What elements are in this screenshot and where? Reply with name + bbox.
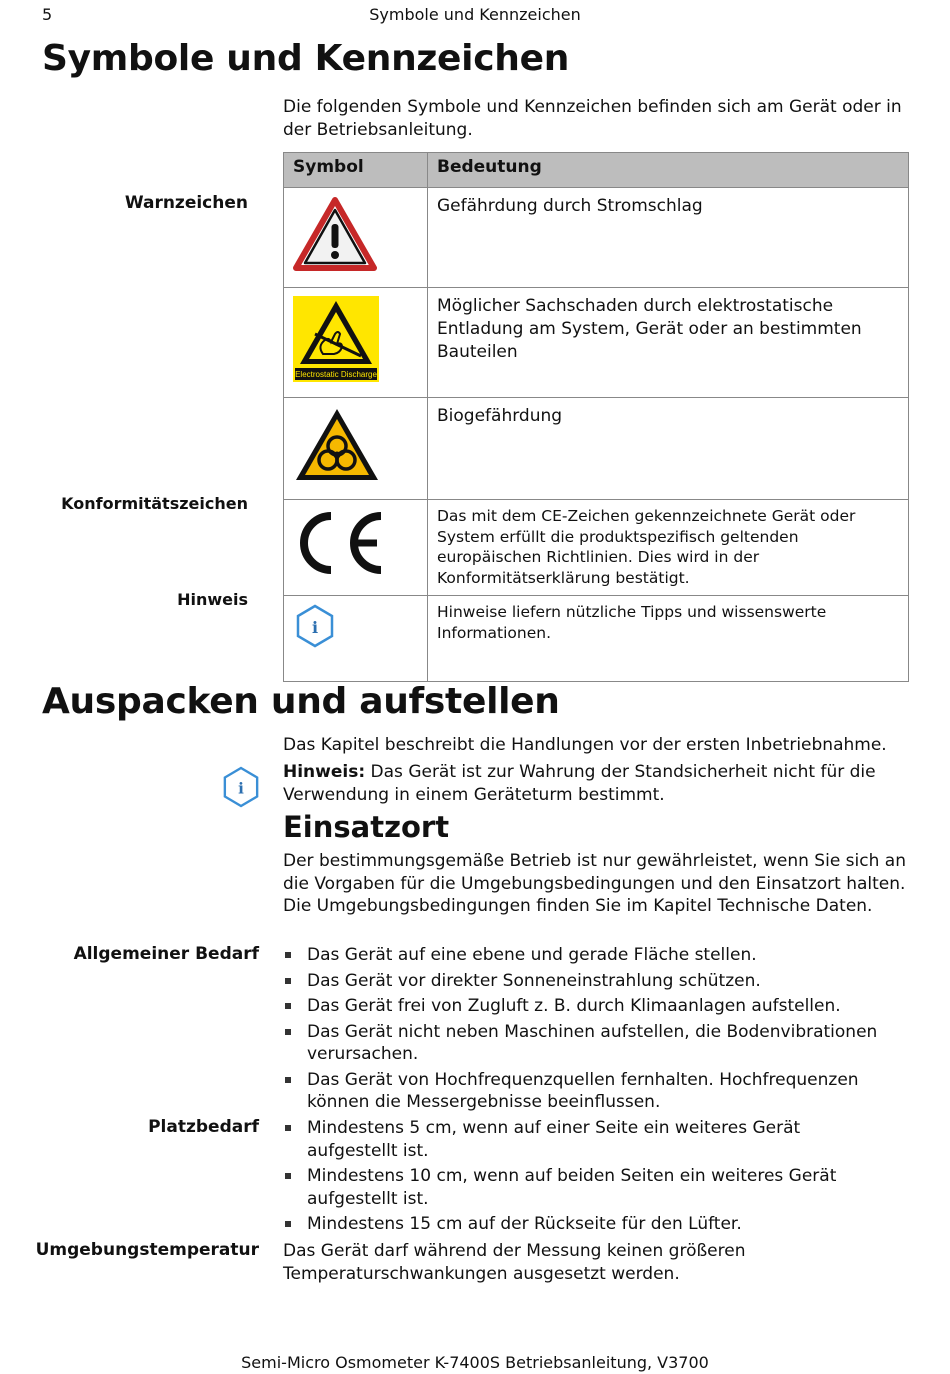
- biohazard-icon: [293, 406, 381, 484]
- side-label-konformitaet: Konformitätszeichen: [61, 494, 248, 513]
- meaning-cell: Biogefährdung: [428, 398, 909, 500]
- symbol-cell: [284, 288, 428, 398]
- symbol-cell: [284, 596, 428, 682]
- list-item: Mindestens 15 cm auf der Rückseite für den Lüfter.: [283, 1213, 893, 1236]
- page-footer: Semi-Micro Osmometer K-7400S Betriebsanleitung, V3700: [241, 1353, 709, 1372]
- side-label-allgemeiner-bedarf: Allgemeiner Bedarf: [73, 944, 259, 964]
- list-item: Mindestens 5 cm, wenn auf einer Seite ein weiteres Gerät aufgestellt ist.: [283, 1117, 893, 1162]
- list-item: Das Gerät vor direkter Sonneneinstrahlung schützen.: [283, 970, 913, 993]
- list-item: Das Gerät frei von Zugluft z. B. durch Klimaanlagen aufstellen.: [283, 995, 913, 1018]
- col-header-meaning: Bedeutung: [428, 153, 909, 188]
- list-item: Das Gerät nicht neben Maschinen aufstellen, die Bodenvibrationen verursachen.: [283, 1021, 913, 1066]
- side-label-platzbedarf: Platzbedarf: [148, 1117, 259, 1137]
- info-hexagon-icon: [222, 766, 260, 808]
- allgemeiner-bedarf-list: [283, 944, 913, 1117]
- list-item: Das Gerät von Hochfrequenzquellen fernhalten. Hochfrequenzen können die Messergebnisse beeinflussen.: [283, 1069, 913, 1114]
- table-row: [284, 398, 909, 500]
- symbol-cell: [284, 188, 428, 288]
- symbol-table: [283, 152, 909, 682]
- col-header-symbol: Symbol: [284, 153, 428, 188]
- einsatzort-intro: Der bestimmungsgemäße Betrieb ist nur gewährleistet, wenn Sie sich an die Vorgaben für die Umgebungsbedingungen und den Einsatzort halten. Die Umgebungsbedingungen finden Sie im Kapitel Technische Daten.: [283, 851, 906, 916]
- section2-intro: Das Kapitel beschreibt die Handlungen vor der ersten Inbetriebnahme.: [283, 735, 887, 755]
- list-item: Mindestens 10 cm, wenn auf beiden Seiten ein weiteres Gerät aufgestellt ist.: [283, 1165, 893, 1210]
- table-row: [284, 596, 909, 682]
- running-title: Symbole und Kennzeichen: [369, 5, 581, 24]
- table-row: [284, 288, 909, 398]
- svg-text:i: i: [311, 618, 319, 637]
- meaning-cell: Gefährdung durch Stromschlag: [428, 188, 909, 288]
- warning-triangle-icon: [293, 196, 377, 272]
- list-item: Das Gerät auf eine ebene und gerade Fläche stellen.: [283, 944, 913, 967]
- meaning-cell: Möglicher Sachschaden durch elektrostatische Entladung am System, Gerät oder an bestimmten Bauteilen: [428, 288, 909, 398]
- esd-warning-icon: [293, 296, 379, 382]
- meaning-cell: Das mit dem CE-Zeichen gekennzeichnete Gerät oder System erfüllt die produktspezifisch geltenden europäischen Richtlinien. Dies wird in der Konformitätserklärung bestätigt.: [428, 500, 909, 596]
- esd-caption: Electrostatic Discharge: [295, 370, 377, 379]
- note-text: Das Gerät ist zur Wahrung der Standsicherheit nicht für die Verwendung in einem Geräteturm bestimmt.: [283, 762, 876, 805]
- section-title-symbole: Symbole und Kennzeichen: [42, 38, 570, 79]
- note-paragraph: [283, 761, 909, 806]
- page-number: 5: [42, 5, 53, 24]
- info-hexagon-icon: [295, 604, 335, 648]
- side-label-warnzeichen: Warnzeichen: [124, 193, 248, 213]
- section-intro: Die folgenden Symbole und Kennzeichen befinden sich am Gerät oder in der Betriebsanleitung.: [283, 97, 902, 140]
- side-label-umgebungstemperatur: Umgebungstemperatur: [35, 1240, 259, 1260]
- table-row: [284, 500, 909, 596]
- table-row: [284, 188, 909, 288]
- symbol-cell: [284, 398, 428, 500]
- platzbedarf-list: [283, 1117, 893, 1239]
- table-header-row: [284, 153, 909, 188]
- symbol-cell: [284, 500, 428, 596]
- section-title-auspacken: Auspacken und aufstellen: [42, 681, 560, 722]
- temperature-paragraph: Das Gerät darf während der Messung keinen größeren Temperaturschwankungen ausgesetzt werden.: [283, 1241, 746, 1284]
- note-label: Hinweis:: [283, 762, 366, 782]
- svg-text:i: i: [238, 779, 244, 798]
- meaning-cell: Hinweise liefern nützliche Tipps und wissenswerte Informationen.: [428, 596, 909, 682]
- side-label-hinweis: Hinweis: [177, 590, 248, 609]
- ce-mark-icon: [293, 508, 385, 578]
- subsection-title-einsatzort: Einsatzort: [283, 810, 450, 844]
